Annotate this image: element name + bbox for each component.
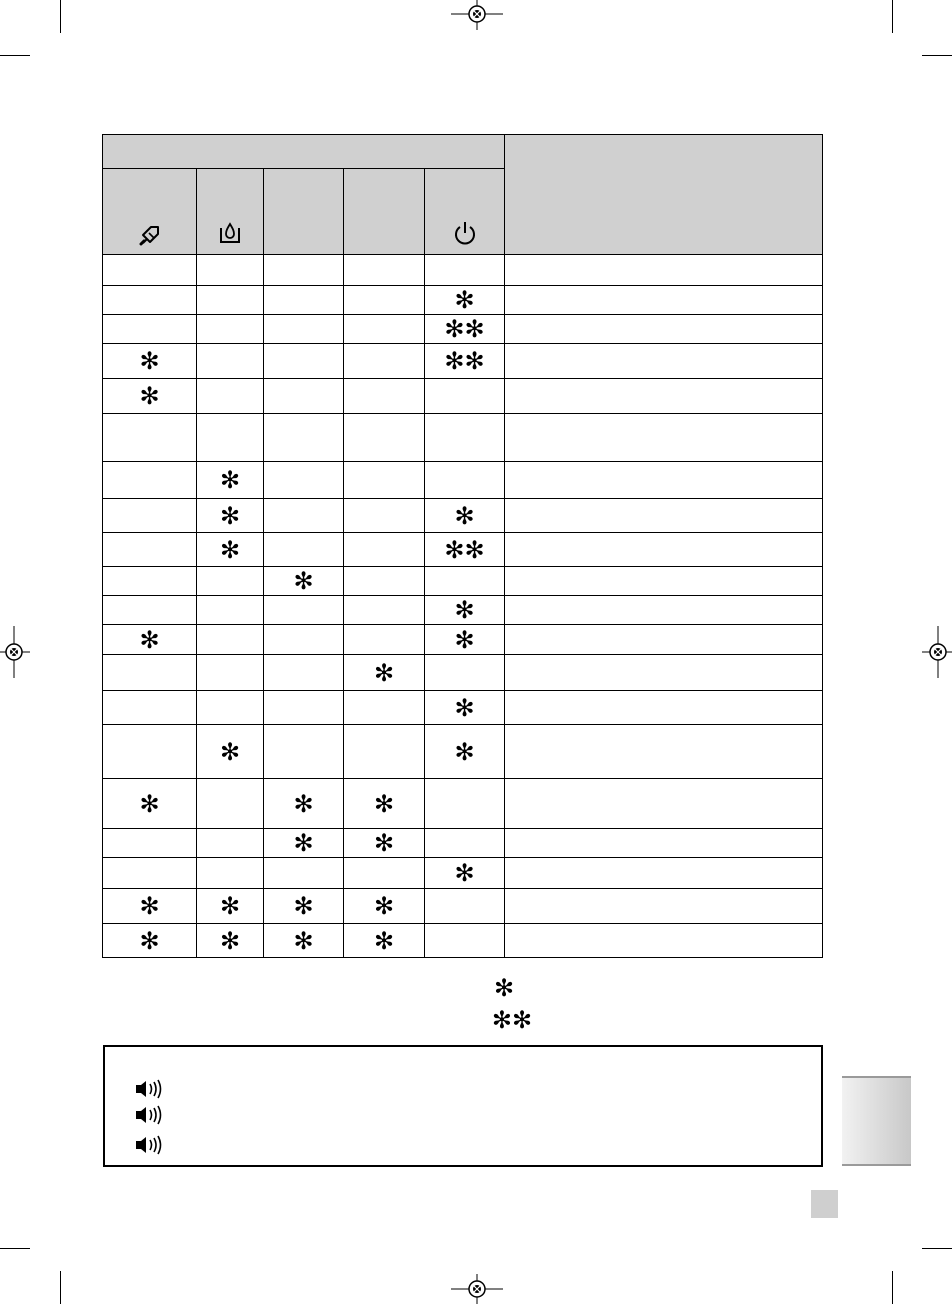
blink-symbol: ✻ [454, 693, 475, 722]
indicator-cell [197, 379, 264, 414]
indicator-cell [344, 858, 425, 889]
meaning-cell [505, 344, 823, 379]
col-header-3 [264, 169, 344, 255]
indicator-cell [197, 858, 264, 889]
indicator-cell [197, 462, 264, 499]
side-tab [842, 1076, 911, 1166]
blink-symbol: ✻ [373, 829, 395, 857]
registration-mark-bottom [451, 1274, 503, 1304]
legend-double [102, 1008, 822, 1032]
speaker-icon [133, 1104, 167, 1126]
col-header-1 [103, 169, 197, 255]
indicator-cell [197, 567, 264, 596]
meaning-cell [505, 462, 823, 499]
pen-tag-icon [137, 222, 163, 246]
indicator-cell [425, 924, 505, 958]
indicator-cell [425, 499, 505, 533]
blink-symbol: ✻✻ [444, 315, 485, 343]
blink-symbol: ✻ [139, 892, 160, 920]
meaning-cell [505, 596, 823, 625]
indicator-cell [264, 625, 344, 655]
indicator-cell [264, 414, 344, 462]
indicator-cell [425, 462, 505, 499]
indicator-cell [103, 858, 197, 889]
indicator-cell [103, 889, 197, 924]
table-row [103, 255, 823, 286]
table-row [103, 725, 823, 779]
crop-mark [60, 1271, 61, 1304]
indicator-cell [264, 779, 344, 829]
indicator-cell [425, 255, 505, 286]
indicator-cell [344, 924, 425, 958]
indicator-cell [264, 533, 344, 567]
indicator-cell [264, 286, 344, 315]
indicator-cell [425, 344, 505, 379]
indicator-cell [103, 596, 197, 625]
indicator-cell [425, 655, 505, 691]
indicator-cell [344, 379, 425, 414]
blink-symbol: ✻ [293, 892, 314, 920]
crop-mark [892, 0, 893, 33]
indicator-cell [425, 779, 505, 829]
indicator-cell [197, 625, 264, 655]
indicator-cell [103, 379, 197, 414]
indicator-cell [103, 286, 197, 315]
blink-symbol: ✻ [373, 892, 395, 920]
table-row [103, 829, 823, 858]
indicator-cell [197, 596, 264, 625]
indicator-cell [264, 924, 344, 958]
indicator-cell [344, 462, 425, 499]
blink-symbol: ✻ [454, 501, 475, 530]
indicator-cell [425, 596, 505, 625]
registration-mark-right [922, 626, 952, 678]
indicator-cell [344, 567, 425, 596]
indicator-cell [425, 533, 505, 567]
indicator-cell [103, 414, 197, 462]
indicator-cell [197, 344, 264, 379]
power-icon [452, 220, 478, 246]
indicator-cell [197, 255, 264, 286]
meaning-header [505, 135, 823, 255]
indicator-cell [264, 255, 344, 286]
legend-symbol-double: ✻✻ [491, 1006, 533, 1034]
crop-mark [0, 55, 30, 56]
page-number-box [811, 1190, 838, 1218]
indicator-cell [103, 691, 197, 725]
indicator-cell [264, 499, 344, 533]
meaning-cell [505, 655, 823, 691]
indicator-cell [103, 255, 197, 286]
blink-symbol: ✻ [454, 286, 475, 314]
indicator-cell [103, 655, 197, 691]
crop-mark [60, 0, 61, 33]
indicator-cell [103, 315, 197, 344]
indicator-cell [344, 691, 425, 725]
blink-symbol: ✻✻ [444, 347, 485, 375]
indicator-cell [103, 779, 197, 829]
blink-symbol: ✻ [293, 789, 314, 818]
indicator-cell [103, 533, 197, 567]
meaning-cell [505, 725, 823, 779]
blink-symbol: ✻ [293, 567, 314, 595]
indicator-cell [344, 344, 425, 379]
blink-symbol: ✻ [373, 658, 395, 687]
legend-single [102, 976, 822, 1000]
indicator-cell [264, 691, 344, 725]
indicator-cell [264, 596, 344, 625]
indicator-cell [197, 691, 264, 725]
table-row [103, 462, 823, 499]
indicator-cell [344, 725, 425, 779]
blink-symbol: ✻✻ [444, 535, 485, 564]
indicator-cell [103, 344, 197, 379]
blink-symbol: ✻ [454, 737, 475, 766]
table-row [103, 596, 823, 625]
meaning-cell [505, 315, 823, 344]
indicator-cell [197, 655, 264, 691]
indicator-cell [264, 567, 344, 596]
blink-symbol: ✻ [219, 501, 241, 530]
meaning-cell [505, 379, 823, 414]
table-row [103, 533, 823, 567]
blink-symbol: ✻ [219, 926, 241, 955]
indicator-cell [197, 725, 264, 779]
blink-symbol: ✻ [219, 535, 241, 564]
registration-mark-left [0, 626, 30, 678]
col-header-4 [344, 169, 425, 255]
meaning-cell [505, 567, 823, 596]
indicator-cell [103, 499, 197, 533]
indicator-cell [425, 286, 505, 315]
indicator-cell [264, 655, 344, 691]
indicator-cell [344, 625, 425, 655]
indicator-cell [344, 533, 425, 567]
indicator-cell [197, 924, 264, 958]
water-drop-icon [218, 220, 242, 246]
table-row [103, 499, 823, 533]
indicator-cell [425, 379, 505, 414]
indicator-cell [425, 315, 505, 344]
meaning-cell [505, 625, 823, 655]
blink-symbol: ✻ [139, 347, 160, 375]
indicator-cell [264, 379, 344, 414]
indicator-cell [197, 779, 264, 829]
indicator-cell [344, 829, 425, 858]
blink-symbol: ✻ [454, 596, 475, 624]
indicator-cell [344, 596, 425, 625]
indicator-cell [103, 625, 197, 655]
blink-symbol: ✻ [373, 789, 395, 818]
meaning-cell [505, 889, 823, 924]
indicator-cell [103, 567, 197, 596]
table-row [103, 655, 823, 691]
meaning-cell [505, 924, 823, 958]
meaning-cell [505, 779, 823, 829]
indicator-cell [344, 286, 425, 315]
indicator-cell [197, 829, 264, 858]
crop-mark [922, 1248, 952, 1249]
indicator-cell [197, 889, 264, 924]
meaning-cell [505, 286, 823, 315]
indicator-cell [344, 414, 425, 462]
indicator-cell [344, 655, 425, 691]
blink-symbol: ✻ [139, 625, 160, 654]
meaning-cell [505, 858, 823, 889]
table-row [103, 315, 823, 344]
table-row [103, 924, 823, 958]
registration-mark-top [451, 0, 503, 30]
speaker-icon [133, 1134, 167, 1156]
indicator-table [102, 134, 823, 958]
table-row [103, 567, 823, 596]
indicator-cell [264, 725, 344, 779]
indicator-cell [425, 829, 505, 858]
indicator-cell [425, 889, 505, 924]
meaning-cell [505, 533, 823, 567]
crop-mark [892, 1271, 893, 1304]
table-row [103, 691, 823, 725]
indicator-cell [197, 533, 264, 567]
sound-note-box [103, 1045, 823, 1167]
indicators-header [103, 135, 505, 169]
blink-symbol: ✻ [219, 892, 241, 920]
indicator-cell [344, 499, 425, 533]
indicator-cell [197, 499, 264, 533]
crop-mark [0, 1248, 30, 1249]
col-header-5 [425, 169, 505, 255]
table-row [103, 889, 823, 924]
indicator-cell [103, 725, 197, 779]
legend-symbol-single: ✻ [493, 974, 515, 1002]
blink-symbol: ✻ [139, 382, 160, 410]
table-row [103, 414, 823, 462]
blink-symbol: ✻ [454, 859, 475, 887]
indicator-cell [197, 315, 264, 344]
indicator-cell [197, 414, 264, 462]
indicator-cell [425, 691, 505, 725]
crop-mark [922, 55, 952, 56]
meaning-cell [505, 691, 823, 725]
speaker-icon [133, 1078, 167, 1100]
indicator-cell [264, 462, 344, 499]
indicator-cell [264, 858, 344, 889]
table-row [103, 344, 823, 379]
blink-symbol: ✻ [293, 829, 314, 857]
indicator-cell [264, 829, 344, 858]
indicator-cell [425, 858, 505, 889]
indicator-cell [264, 315, 344, 344]
table-row [103, 858, 823, 889]
indicator-cell [425, 725, 505, 779]
blink-symbol: ✻ [454, 625, 475, 654]
table-row [103, 379, 823, 414]
indicator-cell [103, 924, 197, 958]
meaning-cell [505, 414, 823, 462]
blink-symbol: ✻ [219, 737, 241, 766]
indicator-cell [425, 414, 505, 462]
meaning-cell [505, 255, 823, 286]
indicator-cell [425, 625, 505, 655]
col-header-2 [197, 169, 264, 255]
blink-symbol: ✻ [373, 926, 395, 955]
indicator-cell [103, 829, 197, 858]
meaning-cell [505, 829, 823, 858]
indicator-cell [344, 779, 425, 829]
indicator-cell [344, 255, 425, 286]
indicator-cell [344, 315, 425, 344]
indicator-cell [264, 344, 344, 379]
indicator-cell [425, 567, 505, 596]
blink-symbol: ✻ [139, 926, 160, 955]
table-row [103, 779, 823, 829]
blink-symbol: ✻ [219, 466, 241, 494]
indicator-cell [344, 889, 425, 924]
table-row [103, 286, 823, 315]
blink-symbol: ✻ [293, 926, 314, 955]
indicator-cell [264, 889, 344, 924]
indicator-cell [197, 286, 264, 315]
blink-symbol: ✻ [139, 789, 160, 818]
table-row [103, 625, 823, 655]
indicator-cell [103, 462, 197, 499]
meaning-cell [505, 499, 823, 533]
